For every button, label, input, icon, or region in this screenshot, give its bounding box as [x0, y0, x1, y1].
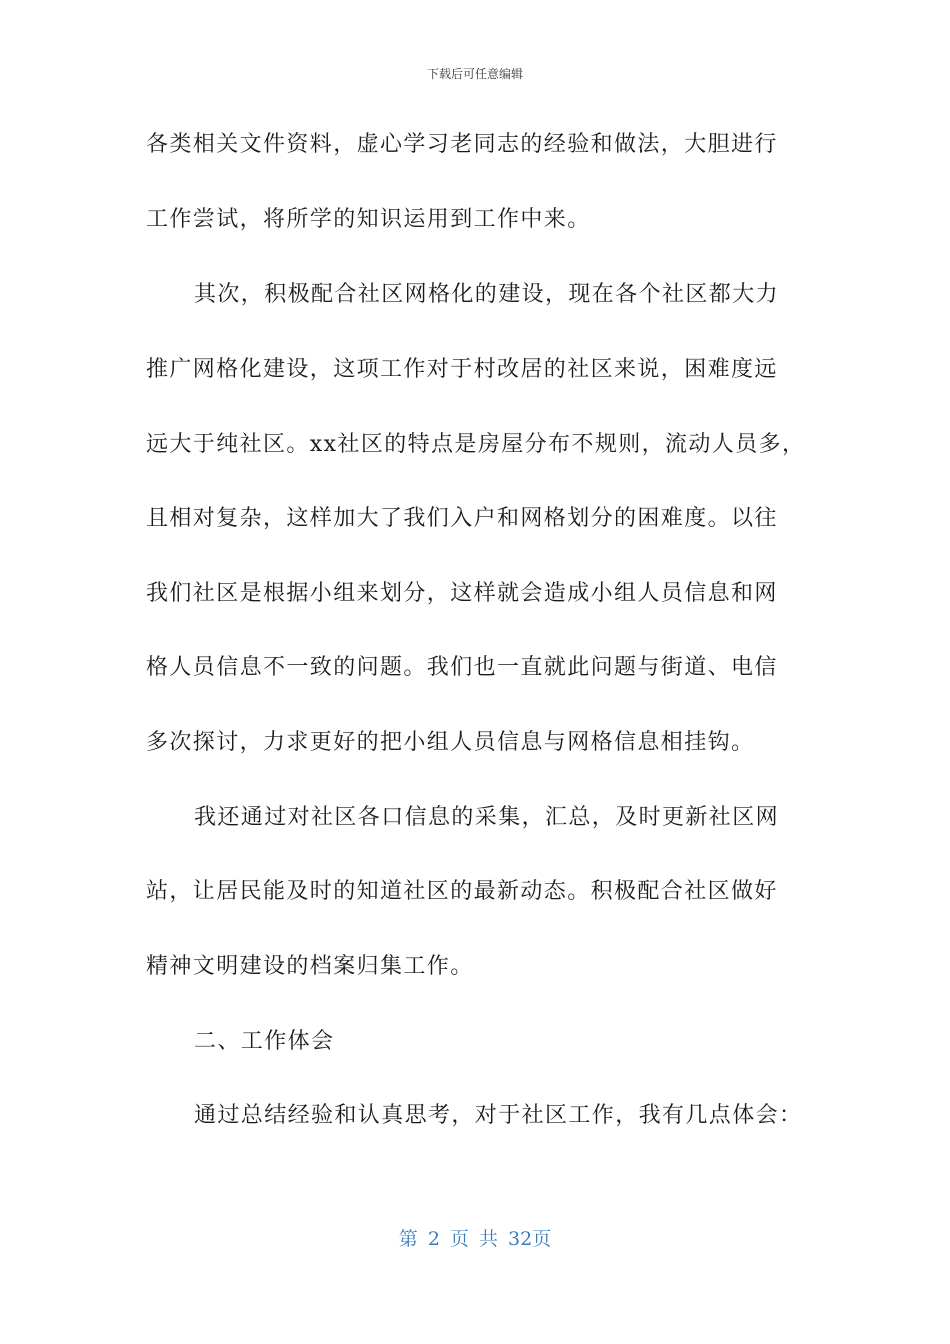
page-header: 下载后可任意编辑	[426, 67, 523, 81]
paragraph-line: 其次，积极配合社区网格化的建设，现在各个社区都大力	[194, 282, 780, 307]
section-heading: 二、工作体会	[194, 1029, 335, 1054]
paragraph-line: 我们社区是根据小组来划分，这样就会造成小组人员信息和网	[146, 581, 778, 606]
paragraph-line: 我还通过对社区各口信息的采集，汇总，及时更新社区网	[194, 805, 780, 830]
paragraph-line: 精神文明建设的档案归集工作。	[146, 954, 474, 979]
paragraph-line: 多次探讨，力求更好的把小组人员信息与网格信息相挂钩。	[146, 730, 755, 755]
paragraph-line: 且相对复杂，这样加大了我们入户和网格划分的困难度。以往	[146, 506, 778, 531]
paragraph-line: 工作尝试，将所学的知识运用到工作中来。	[146, 207, 591, 232]
paragraph-line: 远大于纯社区。xx社区的特点是房屋分布不规则，流动人员多，	[146, 432, 806, 457]
paragraph-line: 站，让居民能及时的知道社区的最新动态。积极配合社区做好	[146, 879, 778, 904]
page-number: 第 2 页 共 32页	[398, 1228, 552, 1250]
paragraph-line: 推广网格化建设，这项工作对于村改居的社区来说，困难度远	[146, 357, 778, 382]
paragraph-line: 通过总结经验和认真思考，对于社区工作，我有几点体会：	[194, 1103, 803, 1128]
paragraph-line: 各类相关文件资料，虚心学习老同志的经验和做法，大胆进行	[146, 132, 778, 157]
paragraph-line: 格人员信息不一致的问题。我们也一直就此问题与街道、电信	[146, 655, 778, 680]
